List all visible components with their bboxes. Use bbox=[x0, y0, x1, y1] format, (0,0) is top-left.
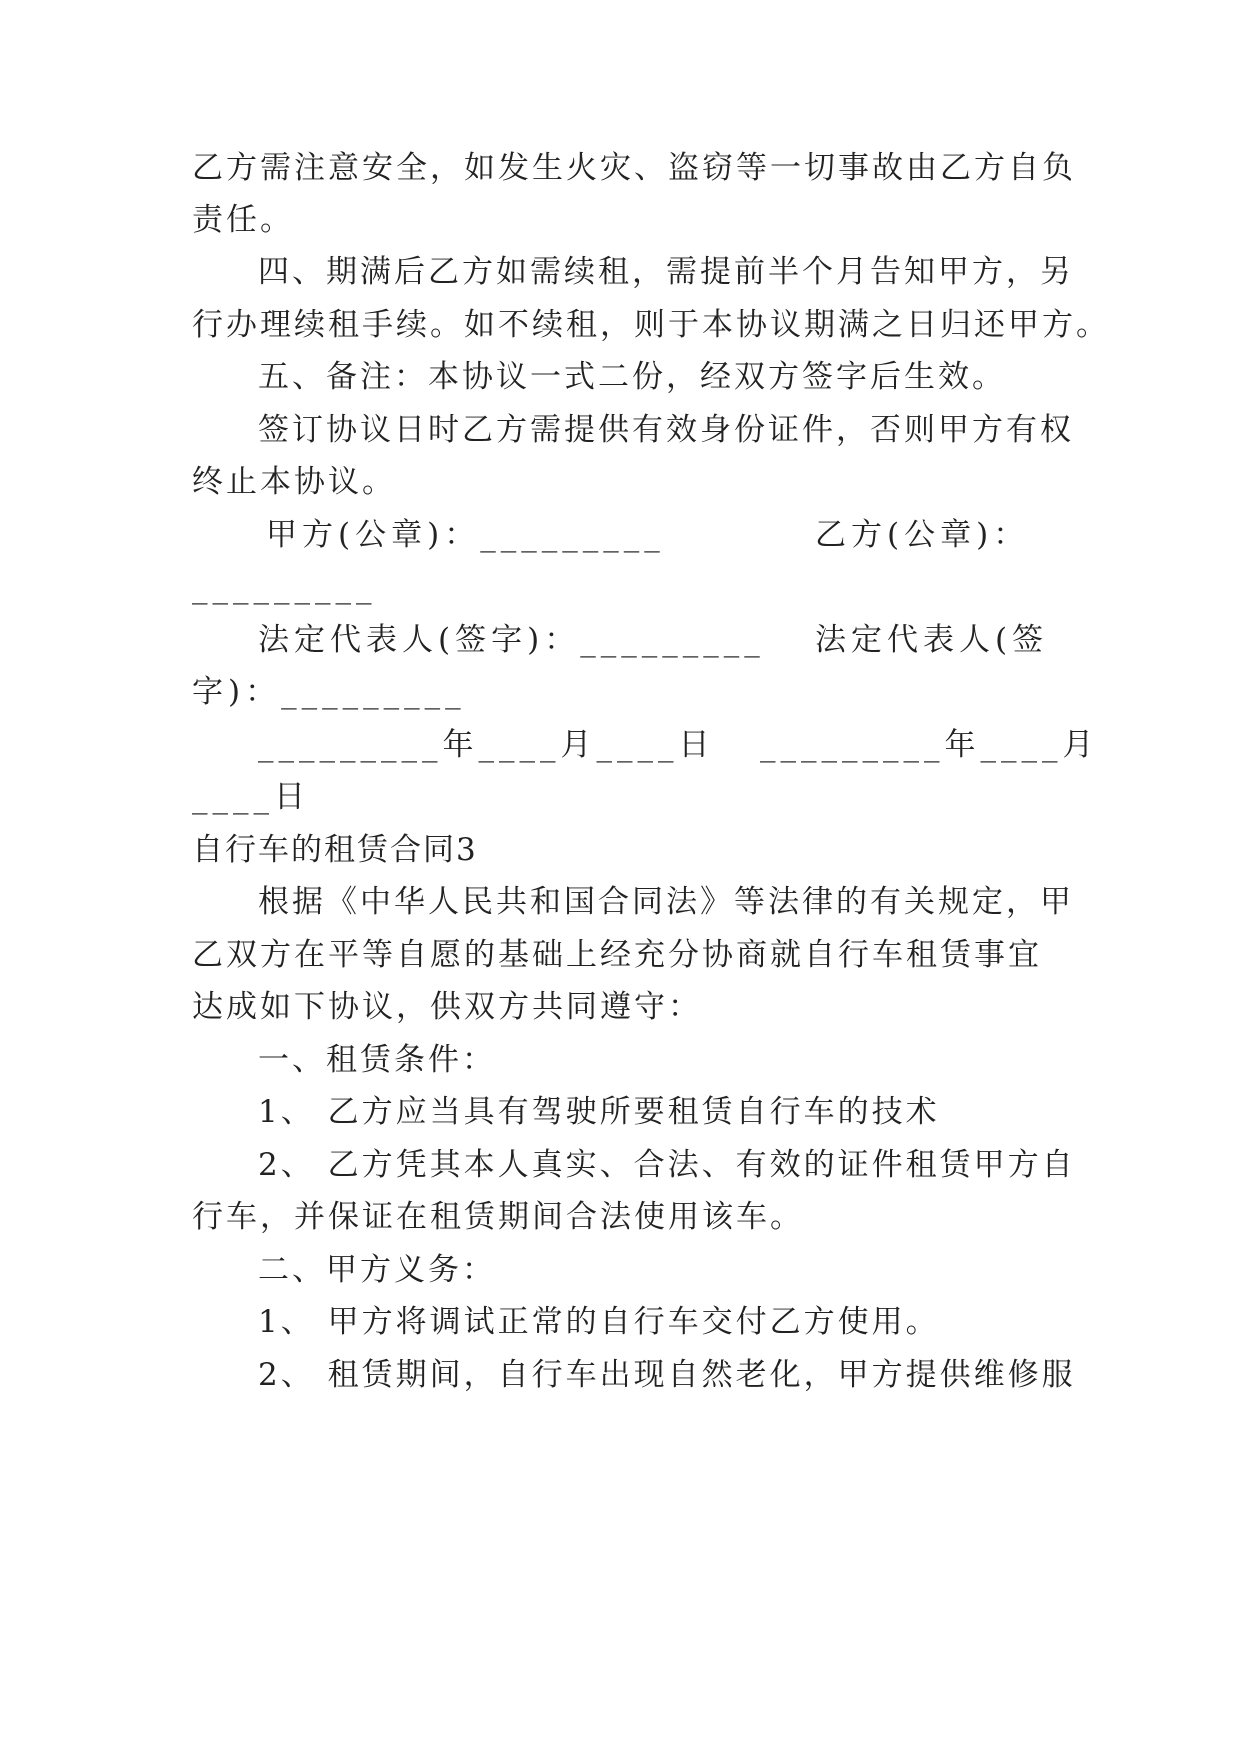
clause-heading: 二、甲方义务： bbox=[258, 1252, 496, 1288]
paragraph-line: 终止本协议。 bbox=[192, 464, 396, 500]
party-b-seal-line: 乙方(公章)： bbox=[815, 517, 1030, 553]
list-item: 2、 租赁期间，自行车出现自然老化，甲方提供维修服 bbox=[258, 1357, 1076, 1393]
list-item: 1、 乙方应当具有驾驶所要租赁自行车的技术 bbox=[258, 1094, 940, 1130]
party-a-rep-line: 法定代表人(签字)：_________ bbox=[258, 622, 765, 658]
list-item: 1、 甲方将调试正常的自行车交付乙方使用。 bbox=[258, 1304, 940, 1340]
clause-heading: 一、租赁条件： bbox=[258, 1042, 496, 1078]
party-b-date-blank: ____日 bbox=[192, 779, 310, 815]
paragraph-line: 乙双方在平等自愿的基础上经充分协商就自行车租赁事宜 bbox=[192, 937, 1042, 973]
list-item: 2、 乙方凭其本人真实、合法、有效的证件租赁甲方自 bbox=[258, 1147, 1076, 1183]
party-a-date-line: _________年____月____日 bbox=[258, 727, 715, 763]
paragraph-line: 达成如下协议，供双方共同遵守： bbox=[192, 989, 702, 1025]
party-b-seal-blank: _________ bbox=[192, 569, 377, 605]
paragraph-line: 乙方需注意安全，如发生火灾、盗窃等一切事故由乙方自负 bbox=[192, 150, 1076, 186]
paragraph-line: 签订协议日时乙方需提供有效身份证件，否则甲方有权 bbox=[258, 412, 1074, 448]
paragraph-line: 责任。 bbox=[192, 202, 294, 238]
party-a-seal-line: 甲方(公章)：_________ bbox=[266, 517, 665, 553]
paragraph-line: 行车，并保证在租赁期间合法使用该车。 bbox=[192, 1199, 804, 1235]
section-title: 自行车的租赁合同3 bbox=[192, 832, 478, 868]
paragraph-line: 行办理续租手续。如不续租，则于本协议期满之日归还甲方。 bbox=[192, 307, 1110, 343]
party-b-date-line: _________年____月 bbox=[760, 727, 1099, 763]
party-b-rep-blank: 字)：_________ bbox=[192, 674, 466, 710]
clause-four-line: 四、期满后乙方如需续租，需提前半个月告知甲方，另 bbox=[258, 254, 1074, 290]
clause-five-line: 五、备注：本协议一式二份，经双方签字后生效。 bbox=[258, 359, 1006, 395]
paragraph-line: 根据《中华人民共和国合同法》等法律的有关规定，甲 bbox=[258, 884, 1074, 920]
party-b-rep-line: 法定代表人(签 bbox=[815, 622, 1049, 658]
